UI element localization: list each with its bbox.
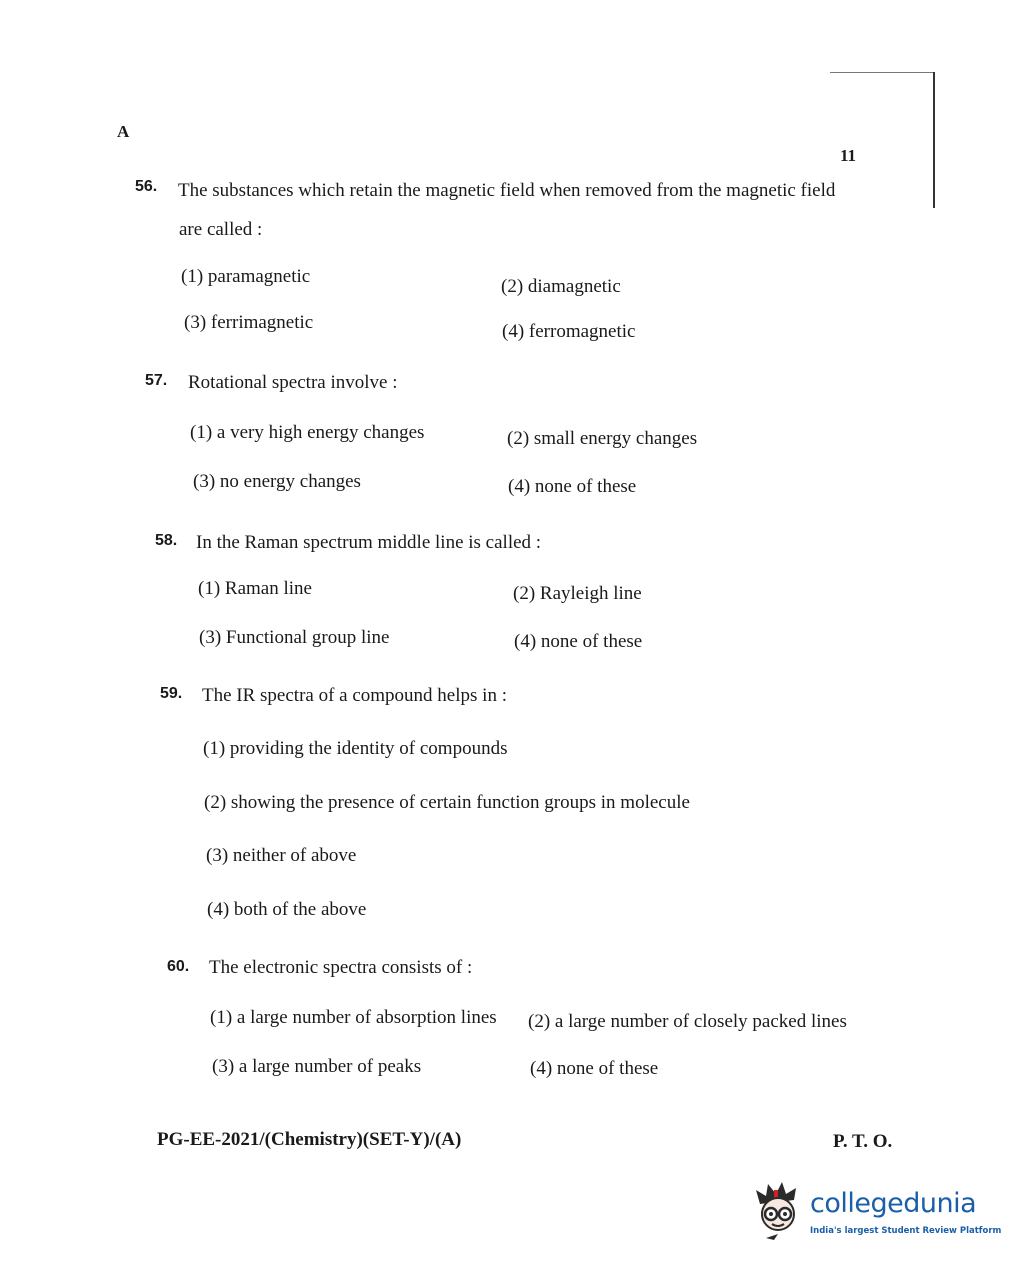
option-1: (1) a very high energy changes bbox=[190, 422, 425, 443]
option-3: (3) a large number of peaks bbox=[212, 1056, 422, 1077]
option-2: (2) Rayleigh line bbox=[513, 583, 642, 604]
question-number: 58. bbox=[155, 532, 178, 549]
option-4: (4) both of the above bbox=[207, 899, 367, 920]
please-turn-over: P. T. O. bbox=[833, 1131, 893, 1152]
question-text: The substances which retain the magnetic field when removed from the magnetic field bbox=[178, 180, 836, 201]
brand-name: collegedunia bbox=[810, 1188, 977, 1219]
option-4: (4) none of these bbox=[508, 476, 637, 497]
question-number: 57. bbox=[145, 372, 168, 389]
question-text: The IR spectra of a compound helps in : bbox=[202, 685, 507, 706]
question-text: Rotational spectra involve : bbox=[188, 372, 398, 393]
option-1: (1) paramagnetic bbox=[181, 266, 311, 287]
brand-tagline: India's largest Student Review Platform bbox=[810, 1226, 1002, 1236]
option-2: (2) a large number of closely packed lines bbox=[528, 1011, 847, 1032]
option-4: (4) none of these bbox=[514, 631, 643, 652]
question-number: 56. bbox=[135, 178, 158, 195]
option-3: (3) neither of above bbox=[206, 845, 357, 866]
page-edge-border bbox=[933, 72, 935, 208]
set-letter: A bbox=[117, 122, 130, 141]
option-2: (2) diamagnetic bbox=[501, 276, 621, 297]
option-2: (2) small energy changes bbox=[507, 428, 698, 449]
option-4: (4) ferromagnetic bbox=[502, 321, 636, 342]
option-3: (3) ferrimagnetic bbox=[184, 312, 314, 333]
student-mascot-icon bbox=[752, 1180, 808, 1242]
option-3: (3) no energy changes bbox=[193, 471, 361, 492]
page-edge-line bbox=[830, 72, 935, 73]
option-1: (1) a large number of absorption lines bbox=[210, 1007, 497, 1028]
question-text: In the Raman spectrum middle line is called : bbox=[196, 532, 542, 553]
question-text-continued: are called : bbox=[179, 219, 263, 240]
question-number: 59. bbox=[160, 685, 183, 702]
option-3: (3) Functional group line bbox=[199, 627, 390, 648]
question-text: The electronic spectra consists of : bbox=[209, 957, 473, 978]
option-2: (2) showing the presence of certain function groups in molecule bbox=[204, 792, 690, 813]
option-4: (4) none of these bbox=[530, 1058, 659, 1079]
page-number: 11 bbox=[840, 146, 857, 165]
exam-code: PG-EE-2021/(Chemistry)(SET-Y)/(A) bbox=[157, 1129, 462, 1150]
option-1: (1) Raman line bbox=[198, 578, 312, 599]
option-1: (1) providing the identity of compounds bbox=[203, 738, 508, 759]
collegedunia-watermark bbox=[752, 1180, 1002, 1250]
question-number: 60. bbox=[167, 958, 190, 975]
